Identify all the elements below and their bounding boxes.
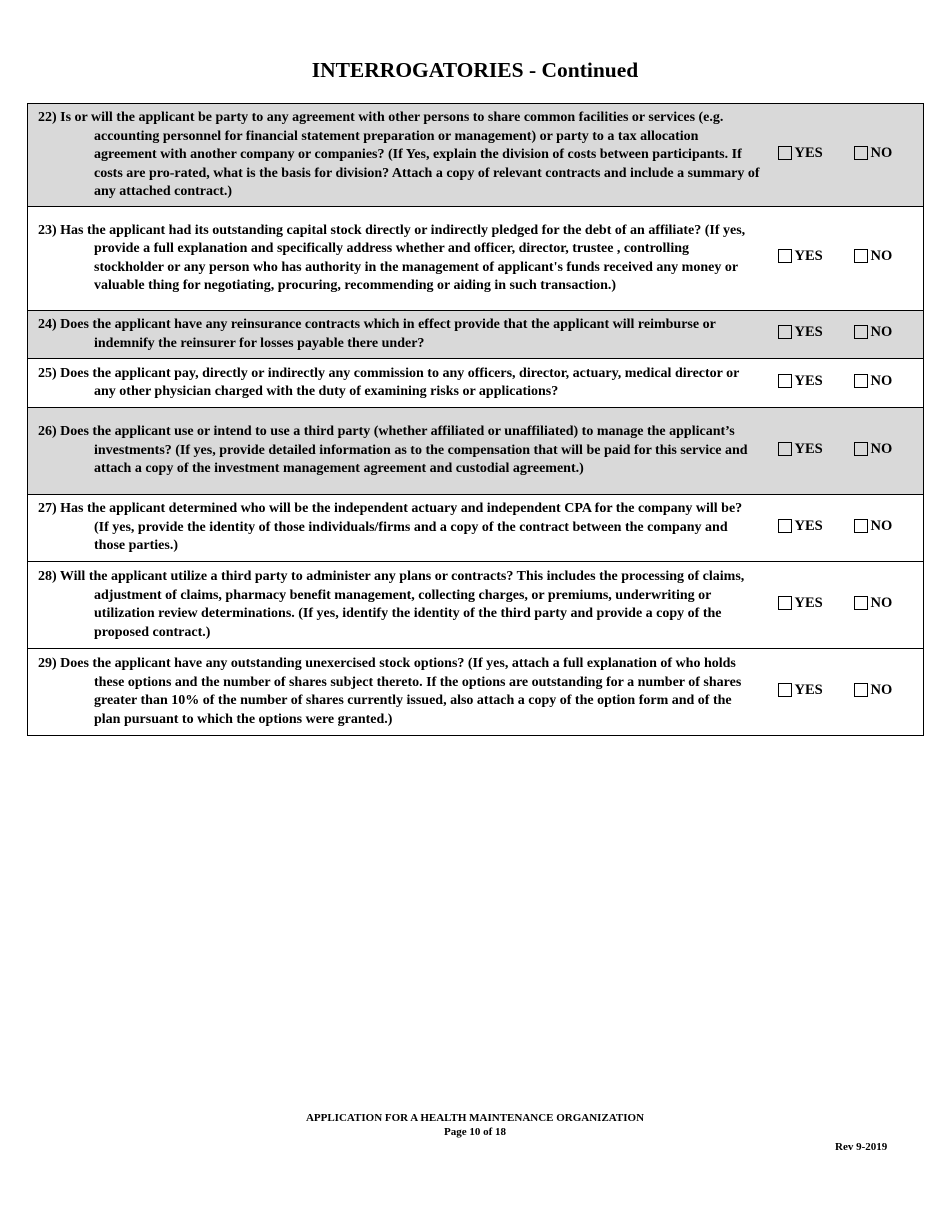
checkbox-icon bbox=[854, 249, 868, 263]
no-label: NO bbox=[870, 440, 893, 457]
no-label: NO bbox=[870, 517, 893, 534]
yes-checkbox-22[interactable] bbox=[778, 145, 823, 162]
interrogatories-table bbox=[27, 103, 924, 736]
footer-form-title: APPLICATION FOR A HEALTH MAINTENANCE ORGANIZATION bbox=[305, 1112, 645, 1124]
no-label: NO bbox=[870, 144, 893, 161]
no-label: NO bbox=[870, 372, 893, 389]
question-text: 23) Has the applicant had its outstanding capital stock directly or indirectly pledged for the debt of an affiliate? (If yes, provide a full explanation and specifically address whether and officer, director, trustee , controlling stockholder or any person who has authority in the management of applicant's funds received any money or valuable thing for negotiating, procuring, recommending or aiding in such transaction.) bbox=[38, 222, 746, 293]
no-checkbox-22[interactable] bbox=[854, 145, 893, 162]
no-checkbox-25[interactable] bbox=[854, 373, 893, 390]
yes-checkbox-29[interactable] bbox=[778, 682, 823, 699]
question-row-22 bbox=[28, 104, 924, 207]
question-text: 25) Does the applicant pay, directly or indirectly any commission to any officers, director, actuary, medical director or any other physician charged with the duty of examining risks or applications? bbox=[38, 365, 740, 399]
checkbox-icon bbox=[778, 249, 792, 263]
checkbox-icon bbox=[854, 325, 868, 339]
question-text: 27) Has the applicant determined who will be the independent actuary and independent CPA for the company will be? (If yes, provide the identity of those individuals/firms and a copy of the contract between the company and those parties.) bbox=[38, 501, 743, 554]
checkbox-icon bbox=[854, 596, 868, 610]
question-text: 22) Is or will the applicant be party to any agreement with other persons to share common facilities or services (e.g. accounting personnel for financial statement preparation or management) or party to a tax allocation agreement with another company or companies? (If Yes, explain the division of costs between participants. If costs are pro-rated, what is the basis for division? Attach a copy of relevant contracts and include a summary of any attached contract.) bbox=[38, 110, 760, 199]
yes-label: YES bbox=[794, 440, 823, 457]
checkbox-icon bbox=[854, 374, 868, 388]
checkbox-icon bbox=[778, 442, 792, 456]
yes-checkbox-26[interactable] bbox=[778, 441, 823, 458]
question-text: 24) Does the applicant have any reinsurance contracts which in effect provide that the applicant will reimburse or indemnify the reinsurer for losses payable there under? bbox=[38, 317, 716, 351]
no-checkbox-28[interactable] bbox=[854, 595, 893, 612]
no-label: NO bbox=[870, 324, 893, 340]
yes-label: YES bbox=[794, 144, 823, 161]
question-text: 29) Does the applicant have any outstanding unexercised stock options? (If yes, attach a full explanation of who holds these options and the number of shares subject thereto. If the options are outstanding for a number of shares greater than 10% of the number of shares currently issued, also attach a copy of the option form and of the plan pursuant to which the options were granted.) bbox=[38, 656, 742, 727]
checkbox-icon bbox=[778, 374, 792, 388]
checkbox-icon bbox=[854, 146, 868, 160]
no-label: NO bbox=[870, 248, 893, 264]
checkbox-icon bbox=[778, 683, 792, 697]
question-row-27 bbox=[28, 494, 924, 561]
yes-checkbox-24[interactable] bbox=[778, 324, 823, 341]
page-footer bbox=[0, 1111, 950, 1139]
question-row-29 bbox=[28, 648, 924, 735]
yes-checkbox-25[interactable] bbox=[778, 373, 823, 390]
no-label: NO bbox=[870, 594, 893, 611]
question-text: 26) Does the applicant use or intend to use a third party (whether affiliated or unaffiliated) to manage the applicant’s investments? (If yes, provide detailed information as to the compensation that will be paid for this service and attach a copy of the investment management agreement and custodial agreement.) bbox=[38, 424, 748, 477]
yes-checkbox-23[interactable] bbox=[778, 248, 823, 265]
checkbox-icon bbox=[778, 325, 792, 339]
no-checkbox-29[interactable] bbox=[854, 682, 893, 699]
question-row-24 bbox=[28, 310, 924, 358]
yes-checkbox-27[interactable] bbox=[778, 518, 823, 535]
no-checkbox-26[interactable] bbox=[854, 441, 893, 458]
page-title: INTERROGATORIES - Continued bbox=[311, 58, 639, 82]
yes-label: YES bbox=[794, 594, 823, 611]
question-row-26 bbox=[28, 407, 924, 494]
checkbox-icon bbox=[778, 146, 792, 160]
checkbox-icon bbox=[778, 519, 792, 533]
question-row-23 bbox=[28, 206, 924, 310]
question-row-28 bbox=[28, 561, 924, 648]
checkbox-icon bbox=[854, 519, 868, 533]
yes-label: YES bbox=[794, 517, 823, 534]
no-checkbox-24[interactable] bbox=[854, 324, 893, 341]
footer-page-number: Page 10 of 18 bbox=[443, 1126, 506, 1138]
yes-label: YES bbox=[794, 324, 823, 340]
no-checkbox-27[interactable] bbox=[854, 518, 893, 535]
no-label: NO bbox=[870, 681, 893, 698]
checkbox-icon bbox=[778, 596, 792, 610]
question-text: 28) Will the applicant utilize a third party to administer any plans or contracts? This includes the processing of claims, adjustment of claims, pharmacy benefit management, collecting charges, or premiums, underwriting or utilization review determinations. (If yes, identify the identity of the third party and provide a copy of the proposed contract.) bbox=[38, 569, 745, 640]
yes-label: YES bbox=[794, 372, 823, 389]
question-row-25 bbox=[28, 358, 924, 407]
checkbox-icon bbox=[854, 683, 868, 697]
revision-label: Rev 9-2019 bbox=[835, 1141, 888, 1153]
yes-checkbox-28[interactable] bbox=[778, 595, 823, 612]
yes-label: YES bbox=[794, 248, 823, 264]
no-checkbox-23[interactable] bbox=[854, 248, 893, 265]
checkbox-icon bbox=[854, 442, 868, 456]
yes-label: YES bbox=[794, 681, 823, 698]
